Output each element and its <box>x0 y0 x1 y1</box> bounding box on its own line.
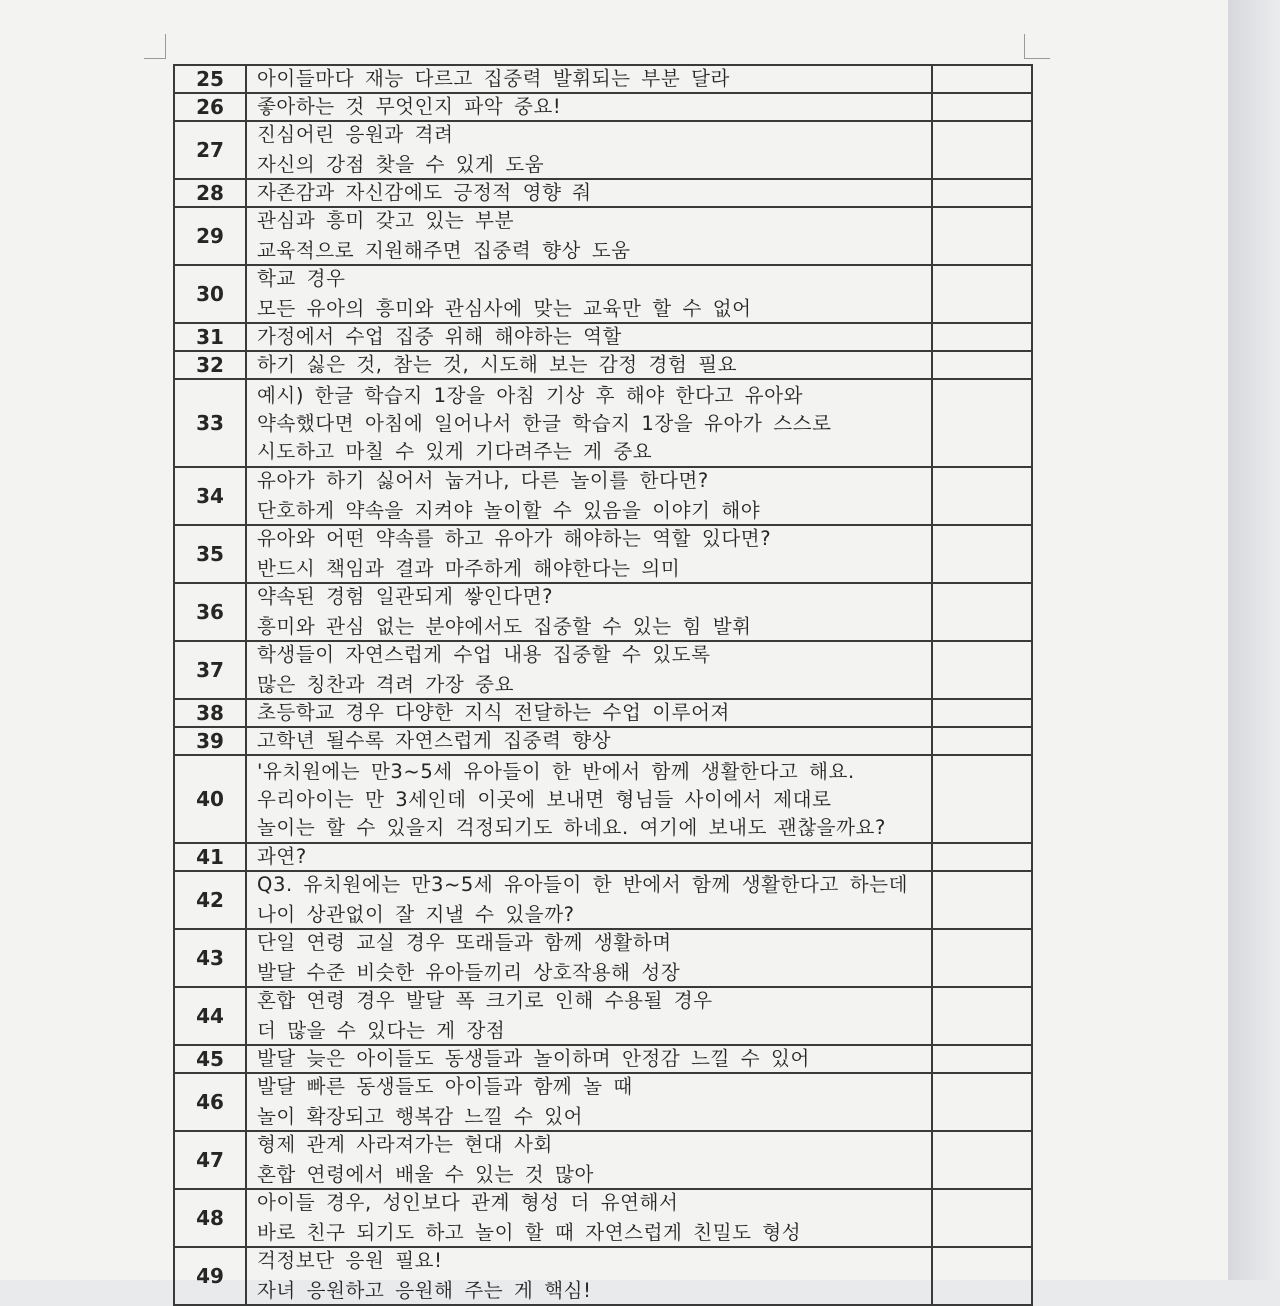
row-text-cell[interactable] <box>246 1045 932 1073</box>
empty-cell[interactable] <box>932 65 1032 93</box>
table-row <box>174 871 1032 929</box>
table-row <box>174 525 1032 583</box>
row-text-cell[interactable] <box>246 727 932 755</box>
row-number: 26 <box>174 93 246 121</box>
table-row <box>174 121 1032 179</box>
text-line: 자신의 강점 찾을 수 있게 도움 <box>257 153 545 176</box>
empty-cell[interactable] <box>932 727 1032 755</box>
row-text-cell[interactable] <box>246 207 932 265</box>
empty-cell[interactable] <box>932 351 1032 379</box>
row-number: 47 <box>174 1131 246 1189</box>
crop-mark-left-vertical <box>165 34 166 58</box>
text-line: 혼합 연령 경우 발달 폭 크기로 인해 수용될 경우 <box>257 989 713 1012</box>
empty-cell[interactable] <box>932 1073 1032 1131</box>
text-line: 발달 수준 비슷한 유아들끼리 상호작용해 성장 <box>257 961 681 984</box>
text-line: 흥미와 관심 없는 분야에서도 집중할 수 있는 힘 발휘 <box>257 615 752 638</box>
text-line: 진심어린 응원과 격려 <box>257 123 454 146</box>
text-line: 나이 상관없이 잘 지낼 수 있을까? <box>257 903 575 926</box>
text-line: 약속된 경험 일관되게 쌓인다면? <box>257 585 554 608</box>
row-text-cell[interactable] <box>246 583 932 641</box>
text-line: 놀이 확장되고 행복감 느낄 수 있어 <box>257 1105 584 1128</box>
table-row <box>174 583 1032 641</box>
empty-cell[interactable] <box>932 1045 1032 1073</box>
text-line: '유치원에는 만3~5세 유아들이 한 반에서 함께 생활한다고 해요. <box>257 759 855 783</box>
notes-table <box>173 64 1033 1306</box>
table-row <box>174 987 1032 1045</box>
row-number: 44 <box>174 987 246 1045</box>
empty-cell[interactable] <box>932 1131 1032 1189</box>
empty-cell[interactable] <box>932 525 1032 583</box>
text-line: 혼합 연령에서 배울 수 있는 것 많아 <box>257 1163 594 1186</box>
row-text-cell[interactable] <box>246 641 932 699</box>
text-line: 바로 친구 되기도 하고 놀이 할 때 자연스럽게 친밀도 형성 <box>257 1221 802 1244</box>
row-number: 34 <box>174 467 246 525</box>
crop-mark-right <box>1024 58 1050 59</box>
row-number: 30 <box>174 265 246 323</box>
row-number: 49 <box>174 1247 246 1305</box>
text-line: 형제 관계 사라져가는 현대 사회 <box>257 1133 553 1156</box>
empty-cell[interactable] <box>932 207 1032 265</box>
empty-cell[interactable] <box>932 871 1032 929</box>
row-text-cell[interactable] <box>246 1247 932 1305</box>
text-line: 걱정보단 응원 필요! <box>257 1249 443 1272</box>
crop-mark-right-vertical <box>1024 34 1025 58</box>
empty-cell[interactable] <box>932 265 1032 323</box>
row-number: 40 <box>174 755 246 843</box>
row-number: 37 <box>174 641 246 699</box>
empty-cell[interactable] <box>932 583 1032 641</box>
row-number: 41 <box>174 843 246 871</box>
text-line: 자녀 응원하고 응원해 주는 게 핵심! <box>257 1279 592 1302</box>
row-text-cell[interactable] <box>246 929 932 987</box>
text-line: 약속했다면 아침에 일어나서 한글 학습지 1장을 유아가 스스로 <box>257 411 832 435</box>
text-line: 자존감과 자신감에도 긍정적 영향 줘 <box>257 181 592 204</box>
empty-cell[interactable] <box>932 379 1032 467</box>
text-line: 발달 늦은 아이들도 동생들과 놀이하며 안정감 느낄 수 있어 <box>257 1047 810 1070</box>
empty-cell[interactable] <box>932 93 1032 121</box>
row-text-cell[interactable] <box>246 65 932 93</box>
table-row <box>174 467 1032 525</box>
text-line: 학교 경우 <box>257 267 346 290</box>
row-text-cell[interactable] <box>246 1073 932 1131</box>
table-row <box>174 65 1032 93</box>
row-number: 32 <box>174 351 246 379</box>
row-number: 33 <box>174 379 246 467</box>
text-line: 예시) 한글 학습지 1장을 아침 기상 후 해야 한다고 유아와 <box>257 383 804 407</box>
table-row <box>174 323 1032 351</box>
row-text-cell[interactable] <box>246 871 932 929</box>
table-row <box>174 727 1032 755</box>
table-row <box>174 699 1032 727</box>
row-text-cell[interactable] <box>246 699 932 727</box>
row-number: 27 <box>174 121 246 179</box>
page-edge <box>1228 0 1280 1280</box>
row-number: 29 <box>174 207 246 265</box>
text-line: 모든 유아의 흥미와 관심사에 맞는 교육만 할 수 없어 <box>257 297 752 320</box>
row-text-cell[interactable] <box>246 987 932 1045</box>
row-number: 46 <box>174 1073 246 1131</box>
empty-cell[interactable] <box>932 323 1032 351</box>
row-text-cell[interactable] <box>246 323 932 351</box>
row-text-cell[interactable] <box>246 843 932 871</box>
text-line: 학생들이 자연스럽게 수업 내용 집중할 수 있도록 <box>257 643 711 666</box>
row-text-cell[interactable] <box>246 379 932 467</box>
row-text-cell[interactable] <box>246 467 932 525</box>
table-row <box>174 379 1032 467</box>
text-line: 단일 연령 교실 경우 또래들과 함께 생활하며 <box>257 931 672 954</box>
table-row <box>174 93 1032 121</box>
empty-cell[interactable] <box>932 179 1032 207</box>
empty-cell[interactable] <box>932 467 1032 525</box>
row-number: 38 <box>174 699 246 727</box>
empty-cell[interactable] <box>932 987 1032 1045</box>
text-line: 하기 싫은 것, 참는 것, 시도해 보는 감정 경험 필요 <box>257 353 738 376</box>
table-row <box>174 1247 1032 1305</box>
row-number: 43 <box>174 929 246 987</box>
text-line: 관심과 흥미 갖고 있는 부분 <box>257 209 515 232</box>
table-row <box>174 179 1032 207</box>
text-line: 아이들 경우, 성인보다 관계 형성 더 유연해서 <box>257 1191 679 1214</box>
row-text-cell[interactable] <box>246 755 932 843</box>
row-text-cell[interactable] <box>246 265 932 323</box>
table-row <box>174 755 1032 843</box>
empty-cell[interactable] <box>932 699 1032 727</box>
empty-cell[interactable] <box>932 1247 1032 1305</box>
row-number: 36 <box>174 583 246 641</box>
table-row <box>174 1045 1032 1073</box>
table-row <box>174 1131 1032 1189</box>
table-row <box>174 207 1032 265</box>
empty-cell[interactable] <box>932 843 1032 871</box>
text-line: 발달 빠른 동생들도 아이들과 함께 놀 때 <box>257 1075 633 1098</box>
table-row <box>174 265 1032 323</box>
text-line: 가정에서 수업 집중 위해 해야하는 역할 <box>257 325 622 348</box>
row-text-cell[interactable] <box>246 121 932 179</box>
text-line: 고학년 될수록 자연스럽게 집중력 향상 <box>257 729 612 752</box>
empty-cell[interactable] <box>932 929 1032 987</box>
row-text-cell[interactable] <box>246 1189 932 1247</box>
row-number: 42 <box>174 871 246 929</box>
row-number: 39 <box>174 727 246 755</box>
row-text-cell[interactable] <box>246 1131 932 1189</box>
row-number: 31 <box>174 323 246 351</box>
table-row <box>174 843 1032 871</box>
text-line: 더 많을 수 있다는 게 장점 <box>257 1019 506 1042</box>
text-line: 유아와 어떤 약속를 하고 유아가 해야하는 역할 있다면? <box>257 527 772 550</box>
row-text-cell[interactable] <box>246 351 932 379</box>
table-row <box>174 1073 1032 1131</box>
empty-cell[interactable] <box>932 121 1032 179</box>
text-line: 놀이는 할 수 있을지 걱정되기도 하네요. 여기에 보내도 괜찮을까요? <box>257 815 886 839</box>
row-number: 28 <box>174 179 246 207</box>
text-line: 시도하고 마칠 수 있게 기다려주는 게 중요 <box>257 439 653 463</box>
text-line: 과연? <box>257 845 307 868</box>
empty-cell[interactable] <box>932 755 1032 843</box>
table-row <box>174 929 1032 987</box>
empty-cell[interactable] <box>932 1189 1032 1247</box>
row-number: 45 <box>174 1045 246 1073</box>
row-text-cell[interactable] <box>246 93 932 121</box>
text-line: 우리아이는 만 3세인데 이곳에 보내면 형님들 사이에서 제대로 <box>257 787 832 811</box>
row-text-cell[interactable] <box>246 525 932 583</box>
row-number: 25 <box>174 65 246 93</box>
empty-cell[interactable] <box>932 641 1032 699</box>
text-line: 좋아하는 것 무엇인지 파악 중요! <box>257 95 562 118</box>
text-line: 아이들마다 재능 다르고 집중력 발휘되는 부분 달라 <box>257 67 730 90</box>
row-number: 35 <box>174 525 246 583</box>
text-line: 초등학교 경우 다양한 지식 전달하는 수업 이루어져 <box>257 701 730 724</box>
row-number: 48 <box>174 1189 246 1247</box>
text-line: 교육적으로 지원해주면 집중력 향상 도움 <box>257 239 631 262</box>
table-row <box>174 641 1032 699</box>
text-line: Q3. 유치원에는 만3~5세 유아들이 한 반에서 함께 생활한다고 하는데 <box>257 873 909 896</box>
row-text-cell[interactable] <box>246 179 932 207</box>
text-line: 단호하게 약속을 지켜야 놀이할 수 있음을 이야기 해야 <box>257 499 761 522</box>
text-line: 반드시 책임과 결과 마주하게 해야한다는 의미 <box>257 557 681 580</box>
table-row <box>174 351 1032 379</box>
table-row <box>174 1189 1032 1247</box>
text-line: 유아가 하기 싫어서 눕거나, 다른 놀이를 한다면? <box>257 469 709 492</box>
text-line: 많은 칭찬과 격려 가장 중요 <box>257 673 515 696</box>
crop-mark-left <box>144 58 166 59</box>
